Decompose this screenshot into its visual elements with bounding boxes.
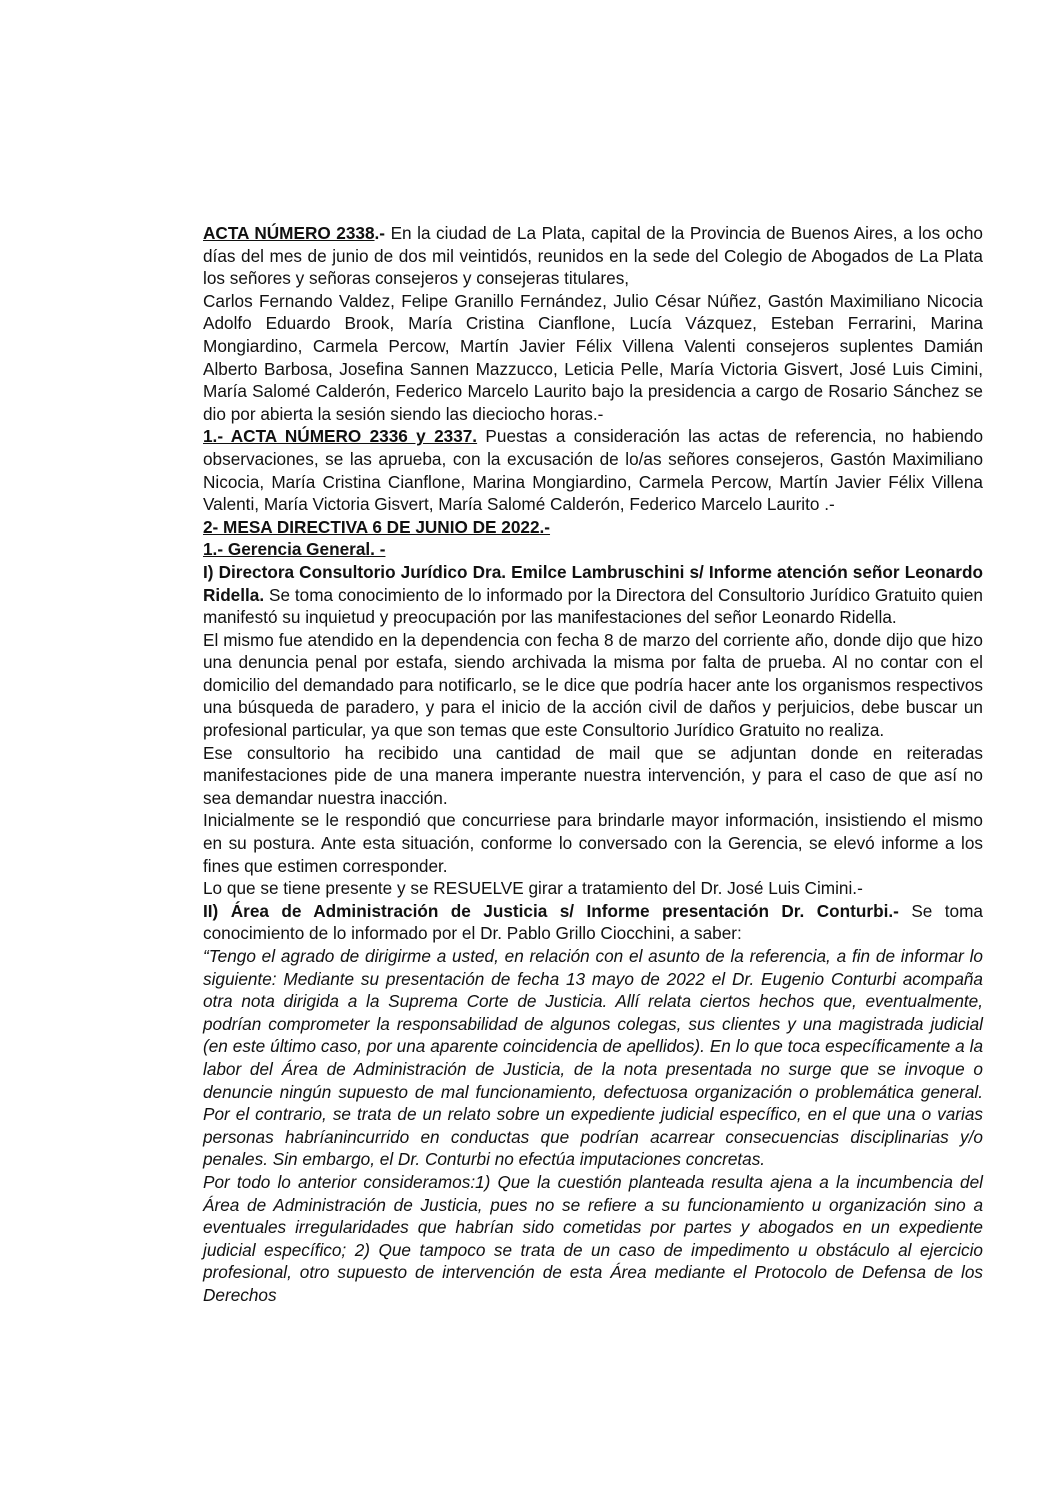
item1-paragraph [203, 425, 983, 515]
section-i-p2: El mismo fue atendido en la dependencia con fecha 8 de marzo del corriente año, donde dijo que hizo una denuncia penal por estafa, siendo archivada la misma por falta de prueba. Al no contar con el domicilio del demandado para notificarlo, se le dice que podría hacer ante los organismos respectivos una búsqueda de paradero, y para el inicio de la acción civil de daños y perjuicios, debe buscar un profesional particular, ya que son temas que este Consultorio Jurídico Gratuito no realiza. [203, 629, 983, 741]
section-ii-quote1: “Tengo el agrado de dirigirme a usted, en relación con el asunto de la referencia, a fin de informar lo siguiente: Mediante su presentación de fecha 13 mayo de 2022 el Dr. Eugenio Conturbi acompaña otra nota dirigida a la Suprema Corte de Justicia. Allí relata ciertos hechos que, eventualmente, podrían comprometer la responsabilidad de algunos colegas, sus clientes y una magistrada judicial (en este último caso, por una aparente coincidencia de apellidos). En lo que toca específicamente a la labor del Área de Administración de Justicia, de la nota presentada no surge que se invoque o denuncie ningún supuesto de mal funcionamiento, defectuosa organización o problemática general. Por el contrario, se trata de un relato sobre un expediente judicial específico, en el que una o varias personas habríanincurrido en conductas que podrían acarrear consecuencias disciplinarias y/o penales. Sin embargo, el Dr. Conturbi no efectúa imputaciones concretas. [203, 946, 983, 1170]
item2-subheading: 1.- Gerencia General. - [203, 539, 386, 560]
section-ii-paragraph [203, 900, 983, 945]
item1-text: Puestas a consideración las actas de referencia, no habiendo observaciones, se las aprueba, con la excusación de lo/as señores consejeros, Gastón Maximiliano Nicocia, María Cristina Cianflone, Marina Mongiardino, Carmela Percow, Martín Javier Félix Villena Valenti, María Victoria Gisvert, María Salomé Calderón, Federico Marcelo Laurito .- [203, 426, 984, 515]
section-ii-heading: II) Área de Administración de Justicia s/ Informe presentación Dr. Conturbi.- [203, 900, 899, 921]
document-page [203, 222, 983, 1307]
section-i-text: Se toma conocimiento de lo informado por la Directora del Consultorio Jurídico Gratuito quien manifestó su inquietud y preocupación por las manifestaciones del señor Leonardo Ridella. [203, 584, 983, 628]
acta-intro: En la ciudad de La Plata, capital de la Provincia de Buenos Aires, a los ocho días del mes de junio de dos mil veintidós, reunidos en la sede del Colegio de Abogados de La Plata los señores y señoras consejeros y consejeras titulares, [203, 223, 983, 289]
acta-heading-suffix: .- [374, 223, 386, 243]
section-ii-quote2: Por todo lo anterior consideramos:1) Que la cuestión planteada resulta ajena a la incumbencia del Área de Administración de Justicia, pues no se refiere a su funcionamiento u organización sino a eventuales irregularidades que habrían sido cometidas por partes y abogados en un expediente judicial específico; 2) Que tampoco se trata de un caso de impedimento u obstáculo al ejercicio profesional, otro supuesto de intervención de esta Área mediante el Protocolo de Defensa de los Derechos [203, 1171, 983, 1305]
section-ii-text: Se toma conocimiento de lo informado por el Dr. Pablo Grillo Ciocchini, a saber: [203, 900, 983, 944]
section-i-p3: Ese consultorio ha recibido una cantidad de mail que se adjuntan donde en reiteradas manifestaciones pide de una manera imperante nuestra intervención, y para el caso de que así no sea demandar nuestra inacción. [203, 742, 983, 808]
section-i-heading: I) Directora Consultorio Jurídico Dra. Emilce Lambruschini s/ Informe atención señor Leonardo Ridella. [203, 561, 983, 605]
item1-heading: 1.- ACTA NÚMERO 2336 y 2337. [203, 426, 478, 447]
section-i-p5: Lo que se tiene presente y se RESUELVE girar a tratamiento del Dr. José Luis Cimini.- [203, 878, 863, 899]
section-i-p4: Inicialmente se le respondió que concurriese para brindarle mayor información, insistiendo el mismo en su postura. Ante esta situación, conforme lo conversado con la Gerencia, se elevó informe a los fines que estimen corresponder. [203, 810, 983, 876]
section-i-paragraph [203, 561, 983, 629]
attendees-paragraph: Carlos Fernando Valdez, Felipe Granillo Fernández, Julio César Núñez, Gastón Maximiliano Nicocia Adolfo Eduardo Brook, María Cristina Cianflone, Lucía Vázquez, Esteban Ferrarini, Marina Mongiardino, Carmela Percow, Martín Javier Félix Villena Valenti consejeros suplentes Damián Alberto Barbosa, Josefina Sannen Mazzucco, Leticia Pelle, María Victoria Gisvert, José Luis Cimini, María Salomé Calderón, Federico Marcelo Laurito bajo la presidencia a cargo de Rosario Sánchez se dio por abierta la sesión siendo las dieciocho horas.- [203, 290, 983, 424]
acta-paragraph [203, 222, 983, 290]
acta-heading: ACTA NÚMERO 2338 [203, 223, 375, 243]
item2-heading: 2- MESA DIRECTIVA 6 DE JUNIO DE 2022.- [203, 516, 551, 537]
